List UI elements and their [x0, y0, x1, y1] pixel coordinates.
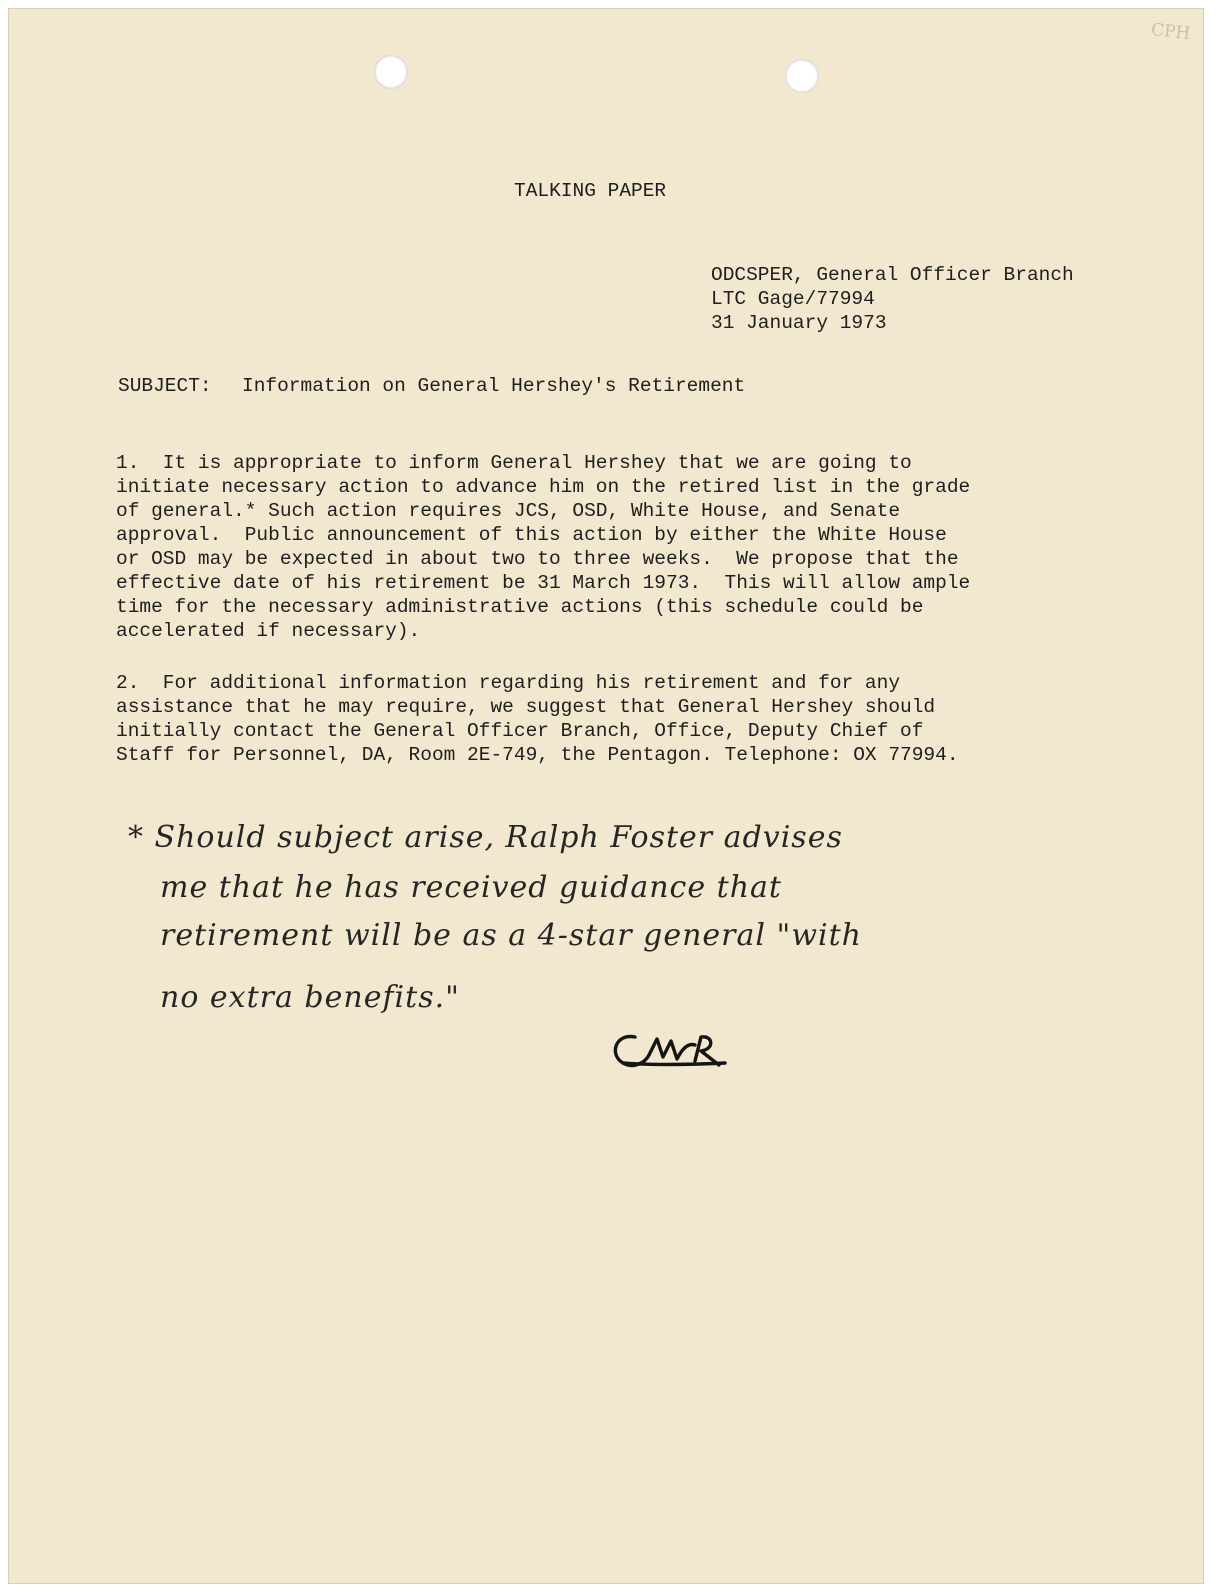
paragraph-1-line: or OSD may be expected in about two to three weeks. We propose that the	[116, 548, 959, 570]
paragraph-2-line: Staff for Personnel, DA, Room 2E-749, the Pentagon. Telephone: OX 77994.	[116, 744, 959, 766]
handwritten-initials	[605, 1025, 735, 1075]
paragraph-1-line: initiate necessary action to advance him on the retired list in the grade	[116, 476, 971, 498]
handwritten-note-line: retirement will be as a 4-star general "with	[160, 918, 862, 953]
paragraph-1-line: approval. Public announcement of this action by either the White House	[116, 524, 947, 546]
paragraph-1-line: accelerated if necessary).	[116, 620, 421, 642]
document-page	[8, 8, 1204, 1584]
corner-mark: CPH	[1149, 20, 1191, 44]
header-office: ODCSPER, General Officer Branch	[711, 264, 1074, 286]
punch-hole-right	[785, 59, 819, 93]
header-date: 31 January 1973	[711, 312, 887, 334]
document-title: TALKING PAPER	[514, 180, 667, 202]
handwritten-note-line: me that he has received guidance that	[160, 870, 782, 905]
punch-hole-left	[374, 55, 408, 89]
paragraph-1-line: effective date of his retirement be 31 March 1973. This will allow ample	[116, 572, 971, 594]
subject-label: SUBJECT:	[118, 375, 212, 397]
subject-text: Information on General Hershey's Retirement	[242, 375, 746, 397]
handwritten-note-line: * Should subject arise, Ralph Foster advises	[128, 820, 843, 855]
paragraph-1-line: 1. It is appropriate to inform General Hershey that we are going to	[116, 452, 912, 474]
paragraph-2-line: initially contact the General Officer Branch, Office, Deputy Chief of	[116, 720, 924, 742]
paragraph-2-line: assistance that he may require, we suggest that General Hershey should	[116, 696, 936, 718]
paragraph-1-line: time for the necessary administrative actions (this schedule could be	[116, 596, 924, 618]
paragraph-2-line: 2. For additional information regarding his retirement and for any	[116, 672, 901, 694]
paragraph-1-line: of general.* Such action requires JCS, OSD, White House, and Senate	[116, 500, 901, 522]
handwritten-note-line: no extra benefits."	[160, 980, 460, 1015]
header-author: LTC Gage/77994	[711, 288, 875, 310]
initials-signature	[605, 1025, 735, 1075]
